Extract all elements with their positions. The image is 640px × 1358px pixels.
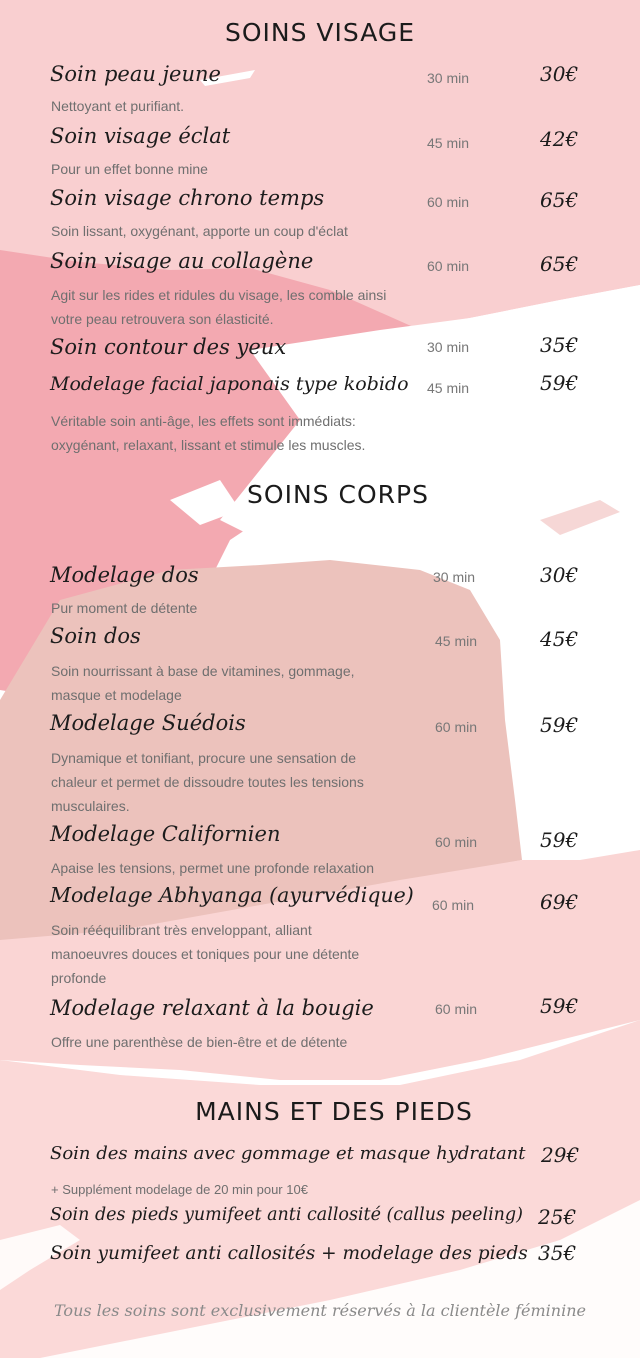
service-duration: 45 min (435, 633, 478, 649)
service-name: Modelage dos (50, 563, 199, 587)
description-line: profonde (51, 970, 107, 986)
service-price: 45€ (540, 627, 579, 651)
service-name: Modelage Abhyanga (ayurvédique) (50, 883, 414, 907)
service-name: Soin des mains avec gommage et masque hydratant (50, 1143, 526, 1164)
description-line: Véritable soin anti-âge, les effets sont immédiats: (51, 413, 356, 429)
service-duration: 30 min (433, 569, 476, 585)
description-line: Apaise les tensions, permet une profonde relaxation (51, 860, 374, 876)
description-line: musculaires. (51, 798, 130, 814)
service-description (51, 918, 359, 990)
service-description (51, 596, 197, 620)
service-duration: 45 min (427, 135, 470, 151)
description-line: chaleur et permet de dissoudre toutes les tensions (51, 774, 364, 790)
description-line: Nettoyant et purifiant. (51, 98, 185, 114)
service-duration: 30 min (427, 339, 470, 355)
description-line: + Supplément modelage de 20 min pour 10€ (51, 1182, 308, 1197)
service-description (51, 856, 374, 880)
description-line: Soin nourrissant à base de vitamines, gommage, (51, 663, 355, 679)
service-duration: 60 min (435, 1001, 478, 1017)
service-price: 59€ (540, 994, 579, 1018)
service-price: 35€ (538, 1241, 577, 1265)
service-name: Soin peau jeune (50, 62, 221, 86)
service-description (51, 659, 355, 707)
service-price: 30€ (540, 62, 579, 86)
description-line: Pur moment de détente (51, 600, 198, 616)
service-name: Soin dos (50, 624, 141, 648)
section-title-mains-pieds: MAINS ET DES PIEDS (195, 1097, 473, 1126)
service-duration: 60 min (435, 719, 478, 735)
service-duration: 60 min (427, 194, 470, 210)
service-name: Soin des pieds yumifeet anti callosité (callus peeling) (50, 1205, 523, 1225)
service-price: 42€ (540, 127, 579, 151)
service-price: 29€ (541, 1143, 580, 1167)
service-description (51, 1178, 308, 1202)
service-description (51, 219, 348, 243)
service-price: 59€ (540, 371, 579, 395)
description-line: Agit sur les rides et ridules du visage, les comble ainsi (51, 287, 387, 303)
service-duration: 60 min (427, 258, 470, 274)
description-line: Soin lissant, oxygénant, apporte un coup d'éclat (51, 223, 348, 239)
service-name: Modelage Californien (50, 822, 281, 846)
service-price: 25€ (538, 1205, 577, 1229)
service-description (51, 94, 184, 118)
service-price: 59€ (540, 713, 579, 737)
service-name: Soin visage chrono temps (50, 186, 325, 210)
service-duration: 60 min (435, 834, 478, 850)
service-name: Modelage facial japonais type kobido (50, 373, 409, 395)
service-description (51, 157, 208, 181)
service-name: Soin contour des yeux (50, 335, 287, 359)
description-line: manoeuvres douces et toniques pour une détente (51, 946, 360, 962)
service-price: 69€ (540, 890, 579, 914)
description-line: Dynamique et tonifiant, procure une sensation de (51, 750, 357, 766)
service-price: 59€ (540, 828, 579, 852)
service-price: 65€ (540, 188, 579, 212)
footer-note: Tous les soins sont exclusivement réservés à la clientèle féminine (54, 1301, 586, 1320)
description-line: votre peau retrouvera son élasticité. (51, 311, 274, 327)
description-line: oxygénant, relaxant, lissant et stimule les muscles. (51, 437, 366, 453)
service-description (51, 409, 365, 457)
description-line: Soin rééquilibrant très enveloppant, alliant (51, 922, 312, 938)
service-price: 65€ (540, 252, 579, 276)
service-price: 30€ (540, 563, 579, 587)
description-line: Offre une parenthèse de bien-être et de détente (51, 1034, 348, 1050)
section-title-corps: SOINS CORPS (247, 480, 429, 509)
section-title-visage: SOINS VISAGE (224, 18, 416, 47)
service-description (51, 283, 386, 331)
description-line: Pour un effet bonne mine (51, 161, 208, 177)
service-name: Soin visage éclat (50, 124, 231, 148)
service-price: 35€ (540, 333, 579, 357)
service-duration: 45 min (427, 380, 470, 396)
service-duration: 60 min (432, 897, 475, 913)
service-name: Soin yumifeet anti callosités + modelage des pieds (50, 1243, 528, 1264)
description-line: masque et modelage (51, 687, 182, 703)
service-description (51, 1030, 347, 1054)
service-duration: 30 min (427, 70, 470, 86)
service-name: Modelage Suédois (50, 711, 246, 735)
service-description (51, 746, 364, 818)
service-name: Modelage relaxant à la bougie (50, 996, 374, 1020)
service-name: Soin visage au collagène (50, 249, 314, 273)
